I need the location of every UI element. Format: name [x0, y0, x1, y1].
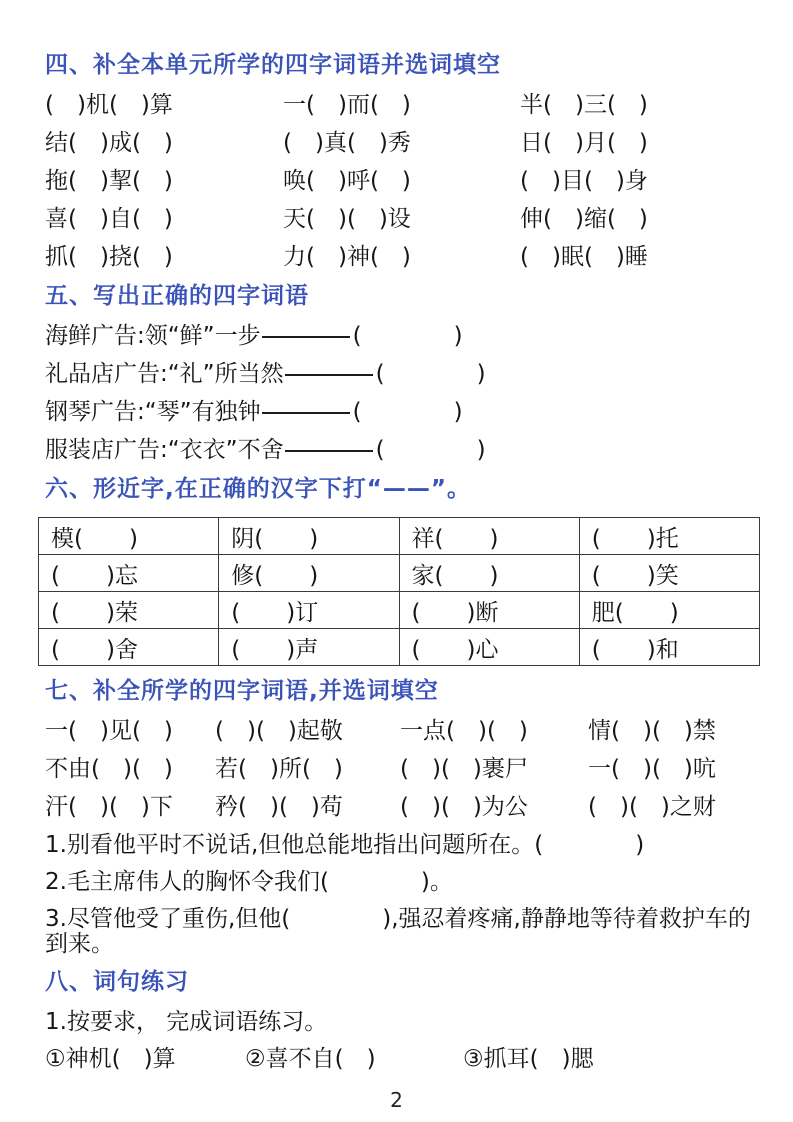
table-cell: ( )和 — [579, 629, 759, 666]
idiom-blank-cell: 矜( )( )苟 — [215, 794, 343, 820]
idiom-blank-cell: 汗( )( )下 — [45, 794, 173, 820]
idiom-blank-cell: 抓( )挠( ) — [45, 244, 173, 270]
idiom-row — [45, 93, 763, 118]
idiom-blank-cell: 喜( )自( ) — [45, 206, 173, 232]
idiom-blank-cell: ( )目( )身 — [520, 168, 648, 194]
fill-in-sentence: 2.毛主席伟人的胸怀令我们( )。 — [45, 869, 453, 895]
answer-blank: ( ) — [375, 437, 486, 463]
section-5-heading: 五、写出正确的四字词语 — [45, 283, 309, 309]
table-cell: ( )舍 — [39, 629, 219, 666]
page-number: 2 — [390, 1088, 403, 1112]
idiom-blank-cell: 一( )( )吭 — [588, 756, 716, 782]
idiom-blank-cell: 若( )所( ) — [215, 756, 343, 782]
idiom-row — [45, 719, 763, 744]
dash-line — [285, 450, 373, 452]
idiom-blank-cell: ( )机( )算 — [45, 92, 173, 118]
ad-text: 钢琴广告:“琴”有独钟 — [45, 399, 261, 425]
exercise-items-row — [45, 1047, 763, 1072]
section-8-heading: 八、词句练习 — [45, 969, 189, 995]
idiom-blank-cell: 日( )月( ) — [520, 130, 648, 156]
idiom-row — [45, 169, 763, 194]
table-cell: ( )订 — [219, 592, 399, 629]
table-cell: 祥( ) — [399, 518, 579, 555]
table-row — [39, 629, 760, 666]
idiom-blank-cell: ( )( )为公 — [400, 794, 528, 820]
idiom-blank-cell: 天( )( )设 — [283, 206, 411, 232]
exercise-item: ①神机( )算 — [45, 1046, 176, 1072]
exercise-item: ②喜不自( ) — [245, 1046, 376, 1072]
table-row — [39, 592, 760, 629]
idiom-blank-cell: ( )眠( )睡 — [520, 244, 648, 270]
idiom-blank-cell: 唤( )呼( ) — [283, 168, 411, 194]
table-cell: ( )心 — [399, 629, 579, 666]
table-cell: ( )声 — [219, 629, 399, 666]
table-cell: 家( ) — [399, 555, 579, 592]
table-cell: ( )断 — [399, 592, 579, 629]
table-cell: 阴( ) — [219, 518, 399, 555]
table-cell: ( )托 — [579, 518, 759, 555]
idiom-row — [45, 757, 763, 782]
answer-blank: ( ) — [352, 399, 463, 425]
idiom-blank-cell: 一点( )( ) — [400, 718, 528, 744]
table-cell: ( )忘 — [39, 555, 219, 592]
idiom-blank-cell: ( )( )裹尸 — [400, 756, 528, 782]
idiom-row — [45, 207, 763, 232]
fill-in-sentence: 3.尽管他受了重伤,但他( ),强忍着疼痛,静静地等待着救护车的到来。 — [45, 906, 751, 957]
table-cell: 肥( ) — [579, 592, 759, 629]
table-row — [39, 518, 760, 555]
idiom-blank-cell: ( )真( )秀 — [283, 130, 411, 156]
idiom-row — [45, 245, 763, 270]
section-7-heading: 七、补全所学的四字词语,并选词填空 — [45, 678, 439, 704]
idiom-blank-cell: ( )( )起敬 — [215, 718, 343, 744]
ad-text: 服装店广告:“衣衣”不舍 — [45, 437, 284, 463]
table-cell: 修( ) — [219, 555, 399, 592]
dash-line — [262, 336, 350, 338]
idiom-blank-cell: 半( )三( ) — [520, 92, 648, 118]
ad-line — [45, 438, 763, 463]
table-cell: ( )荣 — [39, 592, 219, 629]
idiom-blank-cell: ( )( )之财 — [588, 794, 716, 820]
table-cell: 模( ) — [39, 518, 219, 555]
idiom-blank-cell: 一( )见( ) — [45, 718, 173, 744]
ad-text: 海鲜广告:领“鲜”一步 — [45, 323, 261, 349]
idiom-blank-cell: 伸( )缩( ) — [520, 206, 648, 232]
dash-line — [262, 412, 350, 414]
idiom-blank-cell: 不由( )( ) — [45, 756, 173, 782]
idiom-row — [45, 131, 763, 156]
table-cell: ( )笑 — [579, 555, 759, 592]
idiom-blank-cell: 一( )而( ) — [283, 92, 411, 118]
answer-blank: ( ) — [352, 323, 463, 349]
idiom-row — [45, 795, 763, 820]
answer-blank: ( ) — [375, 361, 486, 387]
section-6-heading: 六、形近字,在正确的汉字下打“——”。 — [45, 476, 471, 502]
exercise-item: ③抓耳( )腮 — [463, 1046, 594, 1072]
ad-line — [45, 324, 763, 349]
ad-line — [45, 400, 763, 425]
idiom-blank-cell: 力( )神( ) — [283, 244, 411, 270]
exercise-instruction: 1.按要求， 完成词语练习。 — [45, 1009, 328, 1035]
idiom-blank-cell: 结( )成( ) — [45, 130, 173, 156]
ad-text: 礼品店广告:“礼”所当然 — [45, 361, 284, 387]
similar-characters-table — [38, 517, 760, 666]
fill-in-sentence: 1.别看他平时不说话,但他总能地指出问题所在。( ) — [45, 832, 645, 858]
ad-line — [45, 362, 763, 387]
table-row — [39, 555, 760, 592]
dash-line — [285, 374, 373, 376]
idiom-blank-cell: 拖( )挈( ) — [45, 168, 173, 194]
idiom-blank-cell: 情( )( )禁 — [588, 718, 716, 744]
section-4-heading: 四、补全本单元所学的四字词语并选词填空 — [45, 52, 501, 78]
